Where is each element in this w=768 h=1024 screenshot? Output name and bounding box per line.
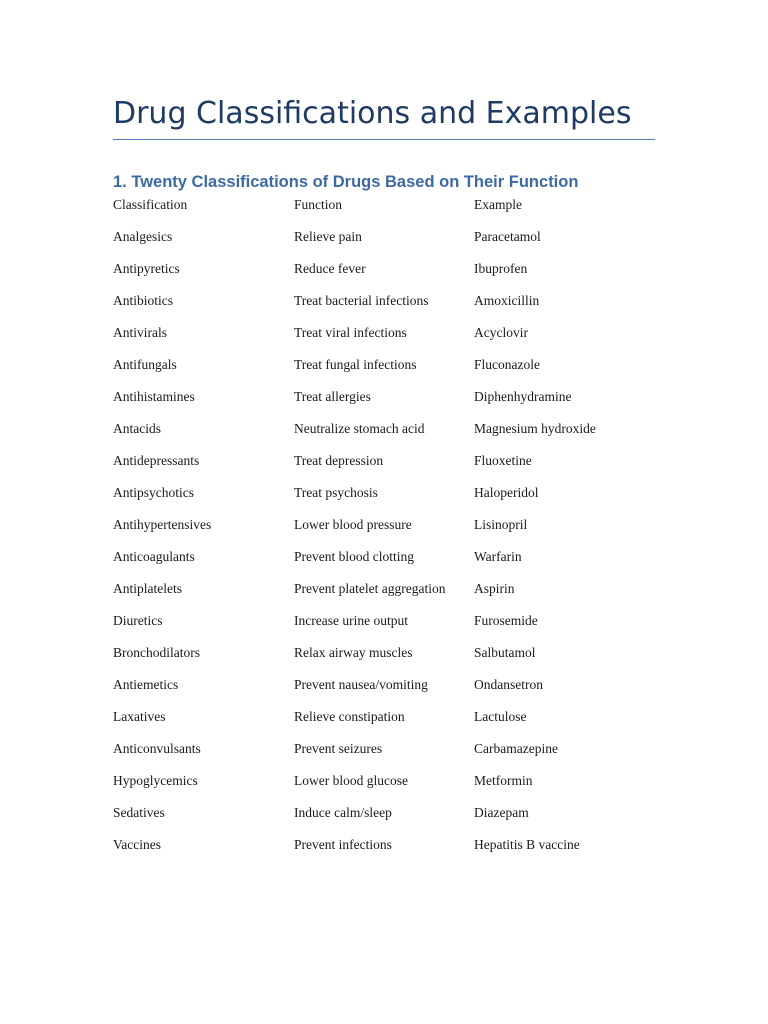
table-row bbox=[113, 259, 673, 291]
function-cell: Treat psychosis bbox=[294, 485, 378, 500]
classification-cell: Antipsychotics bbox=[113, 485, 194, 500]
function-cell: Prevent platelet aggregation bbox=[294, 581, 446, 596]
table-row bbox=[113, 547, 673, 579]
example-cell: Fluoxetine bbox=[474, 453, 532, 468]
function-cell: Prevent nausea/vomiting bbox=[294, 677, 428, 692]
example-cell: Lactulose bbox=[474, 709, 527, 724]
classification-cell: Anticonvulsants bbox=[113, 741, 201, 756]
page-title: Drug Classifications and Examples bbox=[113, 96, 632, 131]
example-cell: Metformin bbox=[474, 773, 533, 788]
function-cell: Treat depression bbox=[294, 453, 384, 468]
table-row bbox=[113, 515, 673, 547]
example-cell: Salbutamol bbox=[474, 645, 536, 660]
classification-cell: Antipyretics bbox=[113, 261, 180, 276]
header-example: Example bbox=[474, 197, 522, 212]
example-cell: Haloperidol bbox=[474, 485, 539, 500]
drug-classification-table bbox=[113, 195, 673, 867]
classification-cell: Antifungals bbox=[113, 357, 177, 372]
example-cell: Warfarin bbox=[474, 549, 522, 564]
classification-cell: Vaccines bbox=[113, 837, 161, 852]
function-cell: Relax airway muscles bbox=[294, 645, 413, 660]
function-cell: Neutralize stomach acid bbox=[294, 421, 425, 436]
function-cell: Induce calm/sleep bbox=[294, 805, 392, 820]
table-row bbox=[113, 355, 673, 387]
function-cell: Treat allergies bbox=[294, 389, 371, 404]
example-cell: Furosemide bbox=[474, 613, 538, 628]
example-cell: Lisinopril bbox=[474, 517, 528, 532]
header-function: Function bbox=[294, 197, 343, 212]
table-row bbox=[113, 611, 673, 643]
table-row bbox=[113, 579, 673, 611]
classification-cell: Sedatives bbox=[113, 805, 165, 820]
classification-cell: Anticoagulants bbox=[113, 549, 195, 564]
header-classification: Classification bbox=[113, 197, 188, 212]
example-cell: Diphenhydramine bbox=[474, 389, 572, 404]
example-cell: Magnesium hydroxide bbox=[474, 421, 596, 436]
table-row bbox=[113, 707, 673, 739]
example-cell: Acyclovir bbox=[474, 325, 528, 340]
classification-cell: Antihistamines bbox=[113, 389, 195, 404]
table-row bbox=[113, 739, 673, 771]
classification-cell: Antihypertensives bbox=[113, 517, 212, 532]
function-cell: Treat viral infections bbox=[294, 325, 407, 340]
table-row bbox=[113, 291, 673, 323]
function-cell: Treat fungal infections bbox=[294, 357, 417, 372]
table-row bbox=[113, 451, 673, 483]
table-row bbox=[113, 227, 673, 259]
table-row bbox=[113, 771, 673, 803]
function-cell: Reduce fever bbox=[294, 261, 366, 276]
example-cell: Ondansetron bbox=[474, 677, 543, 692]
classification-cell: Hypoglycemics bbox=[113, 773, 198, 788]
table-row bbox=[113, 483, 673, 515]
function-cell: Relieve pain bbox=[294, 229, 362, 244]
example-cell: Paracetamol bbox=[474, 229, 541, 244]
title-underline-divider bbox=[113, 139, 655, 140]
section-heading: 1. Twenty Classifications of Drugs Based on Their Function bbox=[113, 173, 579, 191]
function-cell: Increase urine output bbox=[294, 613, 408, 628]
classification-cell: Antidepressants bbox=[113, 453, 200, 468]
function-cell: Prevent seizures bbox=[294, 741, 383, 756]
function-cell: Prevent blood clotting bbox=[294, 549, 414, 564]
table-header-row bbox=[113, 195, 673, 227]
classification-cell: Analgesics bbox=[113, 229, 173, 244]
example-cell: Hepatitis B vaccine bbox=[474, 837, 580, 852]
table-row bbox=[113, 387, 673, 419]
function-cell: Treat bacterial infections bbox=[294, 293, 429, 308]
table-row bbox=[113, 675, 673, 707]
example-cell: Carbamazepine bbox=[474, 741, 558, 756]
example-cell: Aspirin bbox=[474, 581, 515, 596]
classification-cell: Antacids bbox=[113, 421, 161, 436]
example-cell: Amoxicillin bbox=[474, 293, 540, 308]
example-cell: Fluconazole bbox=[474, 357, 540, 372]
classification-cell: Diuretics bbox=[113, 613, 163, 628]
function-cell: Lower blood pressure bbox=[294, 517, 412, 532]
example-cell: Diazepam bbox=[474, 805, 529, 820]
function-cell: Prevent infections bbox=[294, 837, 392, 852]
example-cell: Ibuprofen bbox=[474, 261, 528, 276]
classification-cell: Antivirals bbox=[113, 325, 167, 340]
classification-cell: Laxatives bbox=[113, 709, 166, 724]
classification-cell: Antiemetics bbox=[113, 677, 179, 692]
classification-cell: Antiplatelets bbox=[113, 581, 182, 596]
classification-cell: Bronchodilators bbox=[113, 645, 200, 660]
classification-cell: Antibiotics bbox=[113, 293, 173, 308]
table-row bbox=[113, 419, 673, 451]
function-cell: Lower blood glucose bbox=[294, 773, 408, 788]
table-row bbox=[113, 323, 673, 355]
table-row bbox=[113, 803, 673, 835]
table-row bbox=[113, 643, 673, 675]
function-cell: Relieve constipation bbox=[294, 709, 405, 724]
table-row bbox=[113, 835, 673, 867]
